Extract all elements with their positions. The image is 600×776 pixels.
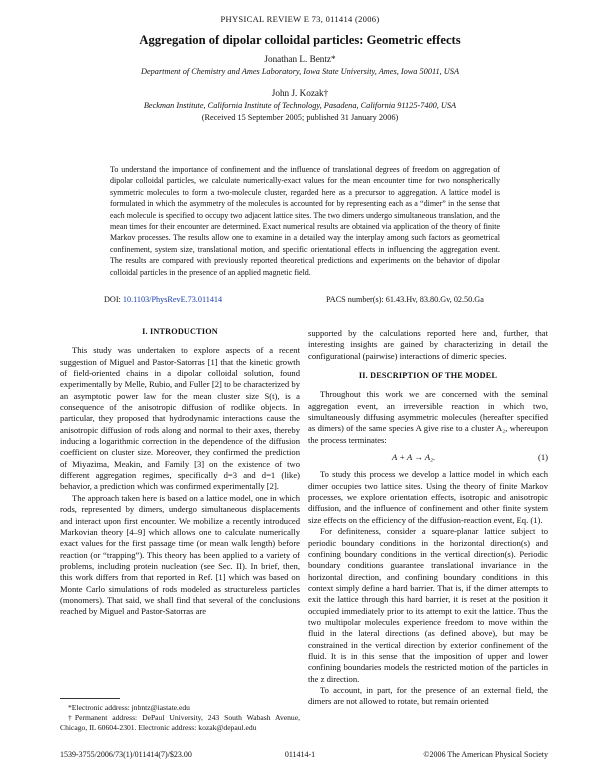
equation-number: (1) — [537, 452, 548, 463]
paragraph: This study was undertaken to explore aspects of a recent suggestion of Miguel and Pastor-Satorras [1] that the kinetic growth of field-oriented chains in a dipolar colloidal solution, found experimentally by Melle, Rubio, and Fuller [2] to be characterized by an asymptotic power law for the mean cluster size S(t), is a consequence of the anisotropic diffusion of rodlike objects. In particular, they proposed that hydrodynamic interactions cause the anisotropic diffusion of rods along and normal to their axes, thereby inducing a logarithmic correction in the dependence of the diffusion coefficient on cluster size. Moreover, they confirmed the prediction of Miyazima, Meakin, and Family [3] on the existence of two different aggregation regimes, specifically d=3 and d=1 (like) behavior, a prediction which was confirmed experimentally [2]. — [60, 345, 300, 492]
paragraph: To account, in part, for the presence of an external field, the dimers are not allowed to rotate, but remain oriented — [308, 684, 548, 707]
section-heading: I. INTRODUCTION — [142, 327, 218, 336]
page-number: 011414-1 — [284, 750, 316, 759]
doi-label: DOI: — [104, 295, 121, 304]
paragraph: To study this process we develop a lattice model in which each dimer occupies two lattice sites. Using the theory of finite Markov processes, we explore orientation effects, isotropic and anisotropic diffusion, and the influence of confinement and other finite system size effects on the efficiency of the diffusion-reaction event, Eq. (1). — [308, 469, 548, 525]
received-date: (Received 15 September 2005; published 31 January 2006) — [201, 113, 399, 122]
paper-title: Aggregation of dipolar colloidal particles: Geometric effects — [139, 33, 461, 47]
paragraph: For definiteness, consider a square-planar lattice subject to periodic boundary conditions in the horizontal direction(s) and confining boundary conditions in the vertical direction(s). Periodic boundary conditions guarantee translational invariance in the horizontal direction, and confining boundary conditions in this context simply define a hard barrier. That is, if the dimer attempts to exit the lattice through this hard barrier, it is reset at the position it occupied immediately prior to its attempt to exit the lattice. Thus the two multipolar molecules experience freedom to move within the fluid in the lateral directions (as defined above), but may be constrained in the vertical direction by exterior confinement of the fluid. It is in this sense that the imposition of upper and lower confining boundaries models the restricted motion of the particles in the z direction. — [308, 526, 548, 684]
equation — [308, 452, 548, 463]
paragraph: Throughout this work we are concerned with the seminal aggregation event, an irreversible reaction in which two, simultaneously diffusing asymmetric molecules (hereafter specified as dimers) of the same species A give rise to a cluster A₂, whereupon the process terminates: — [308, 389, 548, 445]
footnotes — [60, 703, 300, 734]
footer-issn: 1539-3755/2006/73(1)/011414(7)/$23.00 — [60, 750, 192, 759]
footnote: *Electronic address: jnbntz@iastate.edu — [68, 703, 190, 712]
author-affiliation: Beckman Institute, California Institute of Technology, Pasadena, California 91125-7400, USA — [143, 101, 457, 110]
paragraph: The approach taken here is based on a lattice model, one in which rods, represented by dimers, undergo simultaneous displacements and interact upon first encounter. We mobilize a recently introduced Markovian theory [4–9] which allows one to calculate numerically exact values for the first passage time (or mean walk length) before reaction (or “trapping”). This theory has been applied to a variety of problems, including protein nucleation (see Sec. II). In brief, then, this work differs from that reported in Ref. [1] which was based on Monte Carlo simulations of rods modeled as structureless particles (monomers). That said, we shall find that several of the conclusions reached by Miguel and Pastor-Satorras are — [60, 492, 300, 617]
footnote-divider — [60, 698, 120, 699]
doi-link[interactable]: 10.1103/PhysRevE.73.011414 — [122, 295, 223, 304]
equation-body: A + A → A₂. — [392, 452, 436, 463]
right-column — [308, 328, 548, 708]
author-name: John J. Kozak† — [271, 88, 329, 98]
running-head: PHYSICAL REVIEW E 73, 011414 (2006) — [220, 14, 380, 24]
pacs-numbers: PACS number(s): 61.43.Hv, 83.80.Gv, 02.50.Ga — [326, 295, 484, 304]
copyright: ©2006 The American Physical Society — [423, 750, 548, 759]
paragraph: supported by the calculations reported here and, further, that interesting insights are gained by characterizing in detail the configurational (pairwise) interactions of dimeric species. — [308, 328, 548, 361]
section-heading: II. DESCRIPTION OF THE MODEL — [358, 371, 498, 381]
abstract: To understand the importance of confinement and the influence of translational degrees of freedom on aggregation of dipolar colloidal particles, we calculate numerically-exact values for the mean encounter time for two nonspherically symmetric molecules to form a two-molecule cluster, regarded here as a precursor to aggregation. A lattice model is formulated in which the asymmetry of the molecules is accounted for by representing each as a “dimer” in the sense that each molecule is specified to occupy two adjacent lattice sites. The two dimers undergo simultaneous translation, and the mean times for their encounter are determined. Exact numerical results are obtained via application of the theory of finite Markov processes. The results allow one to examine in a detailed way the interplay among such factors as geometrical confinement, system size, translational motion, and specific orientational effects in influencing the aggregation event. The results are compared with previously reported theoretical predictions and experiments on the behavior of dipolar colloidal particles in the presence of an applied magnetic field. — [110, 165, 500, 277]
author-affiliation: Department of Chemistry and Ames Laboratory, Iowa State University, Ames, Iowa 50011, USA — [140, 67, 460, 76]
footnote: †Permanent address: DePaul University, 243 South Wabash Avenue, Chicago, IL 60604-2301. Electronic address: kozak@depaul.edu — [60, 713, 300, 733]
author-name: Jonathan L. Bentz* — [264, 54, 336, 64]
doi-line — [104, 295, 222, 304]
left-column — [60, 322, 300, 618]
